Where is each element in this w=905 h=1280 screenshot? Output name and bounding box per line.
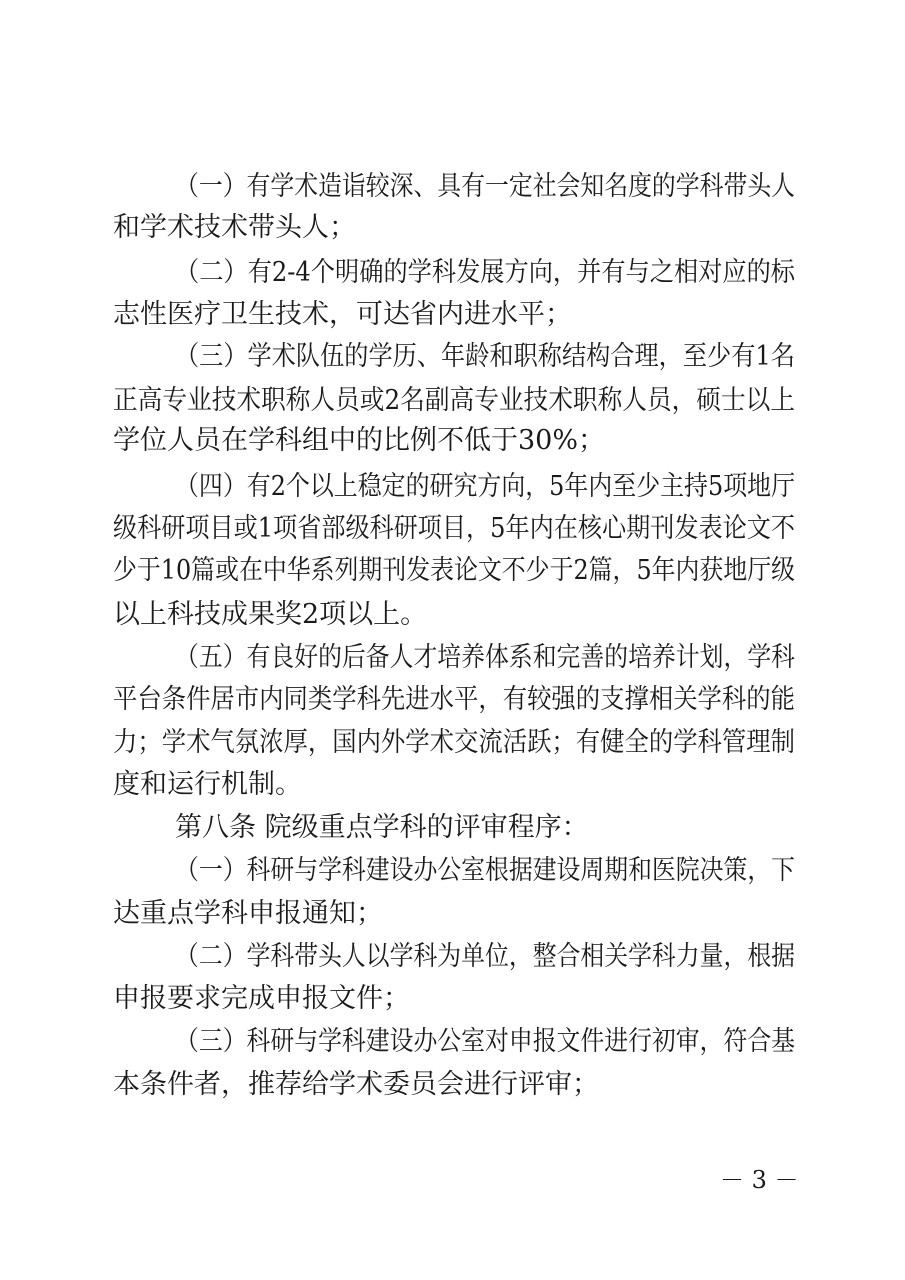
- line-text: 级科研项目或1项省部级科研项目，5年内在核心期刊发表论文不: [113, 513, 795, 544]
- text-line: [0, 1022, 905, 1062]
- text-line: [0, 680, 905, 720]
- line-text: 少于10篇或在中华系列期刊发表论文不少于2篇，5年内获地厅级: [113, 555, 796, 586]
- text-line: [0, 638, 905, 678]
- line-text: 本条件者，推荐给学术委员会进行评审；: [113, 1069, 599, 1100]
- line-text: （二）学科带头人以学科为单位，整合相关学科力量，根据: [175, 941, 796, 972]
- line-text: （二）有2-4个明确的学科发展方向，并有与之相对应的标: [175, 257, 795, 288]
- line-text: 力；学术气氛浓厚，国内外学术交流活跃；有健全的学科管理制: [113, 727, 795, 758]
- line-text: （三）科研与学科建设办公室对申报文件进行初审，符合基: [175, 1026, 796, 1057]
- page-number: － 3 －: [720, 1166, 799, 1194]
- line-text: 达重点学科申报通知；: [113, 898, 383, 929]
- line-text: 度和运行机制。: [113, 769, 302, 800]
- text-line: [0, 851, 905, 891]
- line-text: （三）学术队伍的学历、年龄和职称结构合理，至少有1名: [175, 341, 795, 372]
- text-line: [0, 467, 905, 507]
- line-text: 和学术技术带头人；: [113, 212, 356, 243]
- text-line: [0, 551, 905, 591]
- text-line: [0, 979, 905, 1019]
- text-line: [0, 421, 905, 461]
- line-text: 学位人员在学科组中的比例不低于30%；: [113, 425, 606, 456]
- text-line: [0, 381, 905, 421]
- text-line: [0, 167, 905, 207]
- text-line: [0, 595, 905, 635]
- text-line: [0, 723, 905, 763]
- text-line: [0, 509, 905, 549]
- text-line: [0, 208, 905, 248]
- line-text: 第八条 院级重点学科的评审程序：: [175, 812, 589, 843]
- line-text: 平台条件居市内同类学科先进水平，有较强的支撑相关学科的能: [113, 684, 795, 715]
- line-text: （一）有学术造诣较深、具有一定社会知名度的学科带头人: [175, 171, 796, 202]
- text-line: [0, 253, 905, 293]
- line-text: （四）有2个以上稳定的研究方向，5年内至少主持5项地厅: [175, 471, 796, 502]
- line-text: 申报要求完成申报文件；: [113, 983, 410, 1014]
- line-text: （一）科研与学科建设办公室根据建设周期和医院决策，下: [175, 855, 796, 886]
- line-text: （五）有良好的后备人才培养体系和完善的培养计划，学科: [175, 642, 796, 673]
- text-line: [0, 894, 905, 934]
- text-line: [0, 808, 905, 848]
- text-line: [0, 1065, 905, 1105]
- text-line: [0, 937, 905, 977]
- line-text: 志性医疗卫生技术，可达省内进水平；: [113, 299, 572, 330]
- text-line: [0, 765, 905, 805]
- line-text: 正高专业技术职称人员或2名副高专业技术职称人员，硕士以上: [113, 385, 796, 416]
- text-line: [0, 337, 905, 377]
- text-line: [0, 295, 905, 335]
- line-text: 以上科技成果奖2项以上。: [113, 599, 428, 630]
